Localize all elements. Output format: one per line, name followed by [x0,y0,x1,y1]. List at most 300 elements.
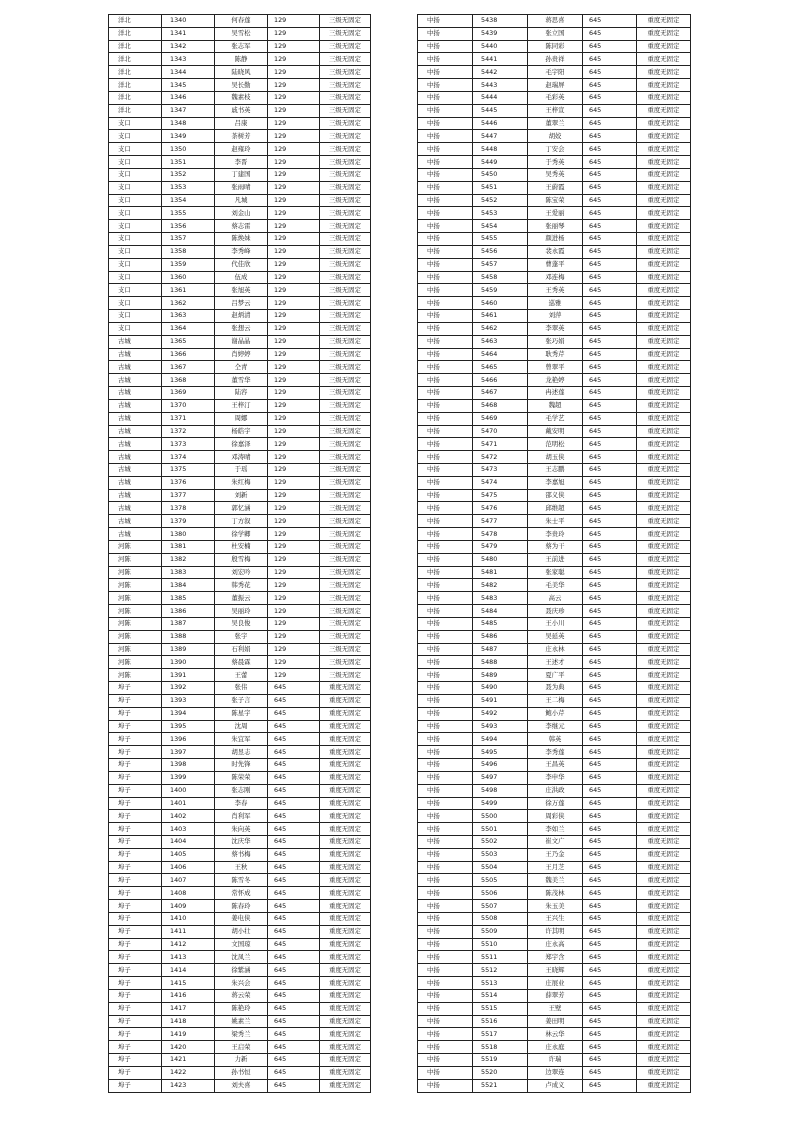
amount-cell: 645 [583,117,637,130]
district-cell: 中扬 [418,463,473,476]
district-cell: 中扬 [418,399,473,412]
category-cell: 重度无固定 [320,874,371,887]
name-cell: 孙贵祥 [528,53,583,66]
name-cell: 董雪华 [215,374,268,387]
id-cell: 5459 [473,284,528,297]
amount-cell: 645 [583,912,637,925]
table-row [418,15,691,28]
table-row [418,579,691,592]
id-cell: 1359 [162,258,215,271]
category-cell: 三级无固定 [320,399,371,412]
district-cell: 支口 [109,117,162,130]
category-cell: 三级无固定 [320,322,371,335]
amount-cell: 129 [268,669,320,682]
id-cell: 5504 [473,861,528,874]
district-cell: 河陈 [109,553,162,566]
amount-cell: 129 [268,399,320,412]
name-cell: 李秀莲 [528,746,583,759]
table-row [418,425,691,438]
category-cell: 重度无固定 [637,823,691,836]
category-cell: 重度无固定 [320,1054,371,1067]
category-cell: 重度无固定 [637,335,691,348]
amount-cell: 645 [583,1054,637,1067]
id-cell: 1406 [162,861,215,874]
amount-cell: 645 [583,502,637,515]
category-cell: 重度无固定 [320,900,371,913]
table-row [109,502,371,515]
id-cell: 5457 [473,258,528,271]
id-cell: 1410 [162,912,215,925]
name-cell: 朱兴会 [215,977,268,990]
name-cell: 张立国 [528,27,583,40]
category-cell: 重度无固定 [637,874,691,887]
name-cell: 戴安明 [528,425,583,438]
table-row [109,387,371,400]
district-cell: 古城 [109,528,162,541]
name-cell: 赵雍玲 [215,143,268,156]
id-cell: 5513 [473,977,528,990]
name-cell: 薛翠芳 [528,989,583,1002]
name-cell: 夏广平 [528,669,583,682]
id-cell: 5503 [473,848,528,861]
district-cell: 河陈 [109,643,162,656]
table-row [109,643,371,656]
table-row [109,374,371,387]
category-cell: 重度无固定 [637,53,691,66]
category-cell: 三级无固定 [320,220,371,233]
category-cell: 重度无固定 [637,399,691,412]
district-cell: 埠子 [109,900,162,913]
right-data-table [417,14,691,1093]
id-cell: 5458 [473,271,528,284]
category-cell: 三级无固定 [320,91,371,104]
district-cell: 埠子 [109,848,162,861]
category-cell: 重度无固定 [320,694,371,707]
amount-cell: 645 [583,451,637,464]
id-cell: 5515 [473,1002,528,1015]
name-cell: 王二梅 [528,694,583,707]
amount-cell: 645 [268,1028,320,1041]
name-cell: 胡姣 [528,130,583,143]
category-cell: 重度无固定 [320,746,371,759]
name-cell: 徐紫涵 [215,964,268,977]
amount-cell: 129 [268,502,320,515]
category-cell: 重度无固定 [637,528,691,541]
table-row [109,553,371,566]
id-cell: 1352 [162,168,215,181]
amount-cell: 645 [583,707,637,720]
category-cell: 重度无固定 [320,707,371,720]
table-row [109,823,371,836]
amount-cell: 645 [583,361,637,374]
name-cell: 边翠连 [528,1066,583,1079]
category-cell: 重度无固定 [320,938,371,951]
name-cell: 李晋 [215,156,268,169]
district-cell: 河陈 [109,605,162,618]
district-cell: 中扬 [418,887,473,900]
table-row [418,784,691,797]
amount-cell: 129 [268,335,320,348]
table-row [109,784,371,797]
district-cell: 埠子 [109,682,162,695]
table-row [109,746,371,759]
district-cell: 古城 [109,438,162,451]
category-cell: 三级无固定 [320,245,371,258]
district-cell: 中扬 [418,694,473,707]
amount-cell: 645 [583,759,637,772]
district-cell: 埠子 [109,810,162,823]
table-row [418,245,691,258]
table-row [109,53,371,66]
amount-cell: 645 [583,53,637,66]
category-cell: 重度无固定 [637,463,691,476]
table-row [109,1079,371,1092]
district-cell: 中扬 [418,245,473,258]
amount-cell: 129 [268,27,320,40]
district-cell: 古城 [109,361,162,374]
amount-cell: 129 [268,579,320,592]
district-cell: 中扬 [418,797,473,810]
table-row [418,335,691,348]
category-cell: 重度无固定 [637,720,691,733]
table-row [109,938,371,951]
category-cell: 重度无固定 [637,925,691,938]
category-cell: 重度无固定 [637,66,691,79]
name-cell: 邵义侠 [528,489,583,502]
id-cell: 1415 [162,977,215,990]
district-cell: 古城 [109,425,162,438]
category-cell: 重度无固定 [320,797,371,810]
name-cell: 吕康 [215,117,268,130]
name-cell: 胡小壮 [215,925,268,938]
amount-cell: 645 [268,694,320,707]
id-cell: 1353 [162,181,215,194]
amount-cell: 645 [583,669,637,682]
id-cell: 1348 [162,117,215,130]
table-row [418,925,691,938]
table-row [418,720,691,733]
id-cell: 1380 [162,528,215,541]
name-cell: 陈荣荣 [215,771,268,784]
district-cell: 中扬 [418,771,473,784]
id-cell: 1389 [162,643,215,656]
table-row [418,1028,691,1041]
district-cell: 中扬 [418,438,473,451]
left-table-body [109,15,371,1093]
district-cell: 支口 [109,194,162,207]
amount-cell: 645 [583,951,637,964]
name-cell: 王小川 [528,617,583,630]
amount-cell: 129 [268,322,320,335]
table-row [418,233,691,246]
id-cell: 1347 [162,104,215,117]
table-row [109,104,371,117]
district-cell: 中扬 [418,746,473,759]
id-cell: 1362 [162,297,215,310]
name-cell: 崔文广 [528,836,583,849]
category-cell: 重度无固定 [637,848,691,861]
category-cell: 重度无固定 [637,746,691,759]
table-row [418,515,691,528]
table-row [418,297,691,310]
amount-cell: 645 [268,810,320,823]
table-row [418,797,691,810]
table-row [418,220,691,233]
amount-cell: 645 [583,553,637,566]
name-cell: 蒋思喜 [528,15,583,28]
district-cell: 中扬 [418,784,473,797]
category-cell: 重度无固定 [637,79,691,92]
id-cell: 1387 [162,617,215,630]
id-cell: 5438 [473,15,528,28]
category-cell: 重度无固定 [637,836,691,849]
name-cell: 邱维超 [528,502,583,515]
id-cell: 1356 [162,220,215,233]
name-cell: 李如兰 [528,823,583,836]
table-row [109,771,371,784]
id-cell: 1416 [162,989,215,1002]
id-cell: 1374 [162,451,215,464]
district-cell: 埠子 [109,1054,162,1067]
id-cell: 1354 [162,194,215,207]
id-cell: 1383 [162,566,215,579]
amount-cell: 645 [268,682,320,695]
table-row [109,540,371,553]
name-cell: 张雨晴 [215,181,268,194]
id-cell: 5442 [473,66,528,79]
name-cell: 曹蓬平 [528,258,583,271]
amount-cell: 645 [268,1066,320,1079]
left-data-table [108,14,371,1093]
table-row [109,977,371,990]
name-cell: 邓连梅 [528,271,583,284]
id-cell: 1397 [162,746,215,759]
amount-cell: 129 [268,438,320,451]
amount-cell: 129 [268,79,320,92]
id-cell: 1419 [162,1028,215,1041]
district-cell: 古城 [109,489,162,502]
table-row [109,579,371,592]
amount-cell: 129 [268,233,320,246]
category-cell: 重度无固定 [637,669,691,682]
name-cell: 王晓辉 [528,964,583,977]
id-cell: 1404 [162,836,215,849]
district-cell: 中扬 [418,1054,473,1067]
amount-cell: 645 [583,66,637,79]
id-cell: 5476 [473,502,528,515]
district-cell: 古城 [109,387,162,400]
amount-cell: 129 [268,592,320,605]
name-cell: 周娜 [215,412,268,425]
amount-cell: 129 [268,258,320,271]
name-cell: 李秀峰 [215,245,268,258]
name-cell: 朱玉美 [528,900,583,913]
amount-cell: 645 [583,823,637,836]
name-cell: 鲍小芹 [528,707,583,720]
name-cell: 龙艳婷 [528,374,583,387]
id-cell: 5473 [473,463,528,476]
table-row [109,156,371,169]
name-cell: 庄洪政 [528,784,583,797]
table-row [109,669,371,682]
district-cell: 中扬 [418,220,473,233]
district-cell: 中扬 [418,912,473,925]
category-cell: 重度无固定 [320,823,371,836]
category-cell: 重度无固定 [637,412,691,425]
table-row [109,476,371,489]
id-cell: 5514 [473,989,528,1002]
table-row [418,1002,691,1015]
name-cell: 裴永霞 [528,245,583,258]
category-cell: 重度无固定 [637,476,691,489]
district-cell: 支口 [109,168,162,181]
amount-cell: 645 [268,1079,320,1092]
id-cell: 1402 [162,810,215,823]
amount-cell: 645 [583,810,637,823]
district-cell: 中扬 [418,194,473,207]
amount-cell: 645 [583,15,637,28]
id-cell: 5506 [473,887,528,900]
district-cell: 中扬 [418,1066,473,1079]
amount-cell: 645 [583,387,637,400]
amount-cell: 129 [268,656,320,669]
category-cell: 三级无固定 [320,348,371,361]
amount-cell: 645 [583,797,637,810]
amount-cell: 129 [268,515,320,528]
id-cell: 5491 [473,694,528,707]
district-cell: 中扬 [418,104,473,117]
amount-cell: 645 [268,823,320,836]
table-row [418,387,691,400]
district-cell: 中扬 [418,682,473,695]
table-row [418,53,691,66]
category-cell: 三级无固定 [320,207,371,220]
district-cell: 中扬 [418,989,473,1002]
name-cell: 王爱丽 [528,207,583,220]
id-cell: 5450 [473,168,528,181]
amount-cell: 645 [583,836,637,849]
table-row [418,27,691,40]
name-cell: 郭忆涵 [215,502,268,515]
name-cell: 常怀成 [215,887,268,900]
name-cell: 李申华 [528,771,583,784]
amount-cell: 129 [268,245,320,258]
amount-cell: 645 [268,912,320,925]
table-row [109,233,371,246]
category-cell: 三级无固定 [320,194,371,207]
district-cell: 中扬 [418,476,473,489]
category-cell: 重度无固定 [637,220,691,233]
table-row [418,630,691,643]
name-cell: 吕梦云 [215,297,268,310]
name-cell: 姜电侠 [215,912,268,925]
amount-cell: 129 [268,271,320,284]
district-cell: 古城 [109,515,162,528]
district-cell: 中扬 [418,848,473,861]
category-cell: 三级无固定 [320,592,371,605]
amount-cell: 645 [268,733,320,746]
table-row [109,220,371,233]
id-cell: 1379 [162,515,215,528]
name-cell: 巡雅 [528,297,583,310]
category-cell: 三级无固定 [320,656,371,669]
id-cell: 5454 [473,220,528,233]
amount-cell: 645 [583,374,637,387]
district-cell: 埠子 [109,771,162,784]
table-row [418,836,691,849]
amount-cell: 129 [268,605,320,618]
district-cell: 河陈 [109,669,162,682]
district-cell: 中扬 [418,1041,473,1054]
table-row [418,1041,691,1054]
district-cell: 中扬 [418,733,473,746]
district-cell: 中扬 [418,412,473,425]
id-cell: 1375 [162,463,215,476]
name-cell: 张家聪 [528,566,583,579]
category-cell: 重度无固定 [637,656,691,669]
category-cell: 重度无固定 [637,707,691,720]
id-cell: 5493 [473,720,528,733]
amount-cell: 129 [268,451,320,464]
id-cell: 1366 [162,348,215,361]
table-row [109,566,371,579]
id-cell: 5443 [473,79,528,92]
district-cell: 支口 [109,258,162,271]
category-cell: 重度无固定 [637,989,691,1002]
amount-cell: 645 [583,425,637,438]
id-cell: 5449 [473,156,528,169]
category-cell: 重度无固定 [637,579,691,592]
amount-cell: 645 [583,925,637,938]
id-cell: 5489 [473,669,528,682]
category-cell: 三级无固定 [320,630,371,643]
name-cell: 丁建国 [215,168,268,181]
id-cell: 1401 [162,797,215,810]
amount-cell: 645 [583,91,637,104]
name-cell: 于秀英 [528,156,583,169]
district-cell: 中扬 [418,669,473,682]
id-cell: 1399 [162,771,215,784]
name-cell: 徐万莲 [528,797,583,810]
name-cell: 赵炳清 [215,310,268,323]
table-row [109,964,371,977]
id-cell: 1349 [162,130,215,143]
district-cell: 支口 [109,322,162,335]
category-cell: 三级无固定 [320,361,371,374]
name-cell: 杜安楠 [215,540,268,553]
name-cell: 殷雪梅 [215,553,268,566]
amount-cell: 645 [583,771,637,784]
name-cell: 朱向英 [215,823,268,836]
category-cell: 重度无固定 [637,156,691,169]
table-row [418,117,691,130]
table-row [109,617,371,630]
district-cell: 中扬 [418,540,473,553]
name-cell: 许瑞 [528,1054,583,1067]
table-row [418,412,691,425]
category-cell: 重度无固定 [637,245,691,258]
table-row [109,438,371,451]
name-cell: 赵瑞屏 [528,79,583,92]
category-cell: 重度无固定 [637,143,691,156]
name-cell: 王秋 [215,861,268,874]
district-cell: 河陈 [109,566,162,579]
id-cell: 1364 [162,322,215,335]
name-cell: 杨皓宇 [215,425,268,438]
amount-cell: 129 [268,117,320,130]
table-row [109,707,371,720]
district-cell: 古城 [109,463,162,476]
